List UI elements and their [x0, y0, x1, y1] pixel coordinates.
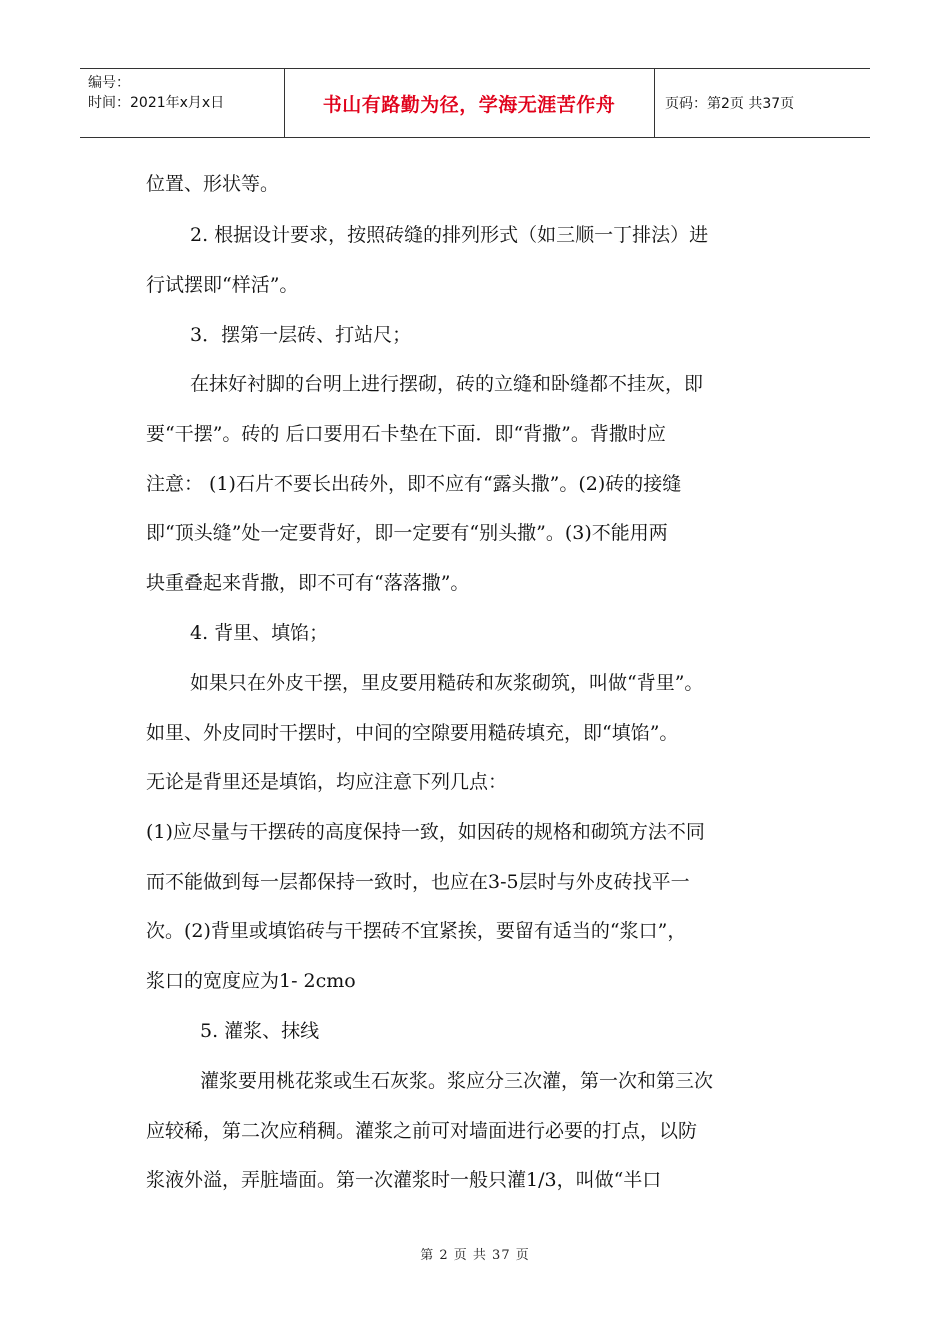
body-line: 位置、形状等。 — [146, 173, 280, 195]
body-line: 如里、外皮同时干摆时，中间的空隙要用糙砖填充，即“填馅”。 — [146, 722, 679, 744]
document-date: 时间：2021年x月x日 — [88, 95, 225, 111]
body-line: 灌浆要用桃花浆或生石灰浆。浆应分三次灌，第一次和第三次 — [200, 1070, 714, 1092]
body-line: 在抹好衬脚的台明上进行摆砌，砖的立缝和卧缝都不挂灰，即 — [190, 373, 704, 395]
body-line: 而不能做到每一层都保持一致时，也应在3-5层时与外皮砖找平一 — [146, 871, 690, 893]
body-line: 5. 灌浆、抹线 — [200, 1020, 320, 1042]
body-line: 2. 根据设计要求，按照砖缝的排列形式（如三顺一丁排法）进 — [190, 224, 709, 246]
document-number-label: 编号： — [88, 75, 130, 91]
body-line: (1)应尽量与干摆砖的高度保持一致，如因砖的规格和砌筑方法不同 — [146, 821, 705, 843]
body-line: 行试摆即“样活”。 — [146, 274, 299, 296]
page-header — [80, 68, 870, 138]
header-page-cell — [655, 69, 870, 137]
header-motto: 书山有路勤为径，学海无涯苦作舟 — [322, 93, 616, 116]
body-line: 无论是背里还是填馅，均应注意下列几点： — [146, 771, 508, 793]
header-motto-cell — [284, 69, 655, 137]
body-line: 4. 背里、填馅； — [190, 622, 329, 644]
body-line: 注意： (1)石片不要长出砖外，即不应有“露头撒”。(2)砖的接缝 — [146, 473, 682, 495]
body-line: 浆液外溢，弄脏墙面。第一次灌浆时一般只灌1/3，叫做“半口 — [146, 1169, 662, 1191]
body-line: 即“顶头缝”处一定要背好，即一定要有“别头撒”。(3)不能用两 — [146, 522, 668, 544]
header-info-cell — [80, 69, 285, 137]
body-line: 要“干摆”。砖的 后口要用石卡垫在下面．即“背撒”。背撒时应 — [146, 423, 666, 445]
body-line: 块重叠起来背撒，即不可有“落落撒”。 — [146, 572, 470, 594]
body-line: 次。(2)背里或填馅砖与干摆砖不宜紧挨，要留有适当的“浆口”， — [146, 920, 687, 942]
header-page-info: 页码：第2页 共37页 — [665, 96, 795, 112]
page-footer: 第 2 页 共 37 页 — [420, 1248, 530, 1263]
body-line: 3．摆第一层砖、打站尺； — [190, 324, 412, 346]
body-line: 如果只在外皮干摆，里皮要用糙砖和灰浆砌筑，叫做“背里”。 — [190, 672, 704, 694]
body-line: 浆口的宽度应为1- 2cmo — [146, 970, 356, 992]
body-line: 应较稀，第二次应稍稠。灌浆之前可对墙面进行必要的打点，以防 — [146, 1120, 698, 1142]
